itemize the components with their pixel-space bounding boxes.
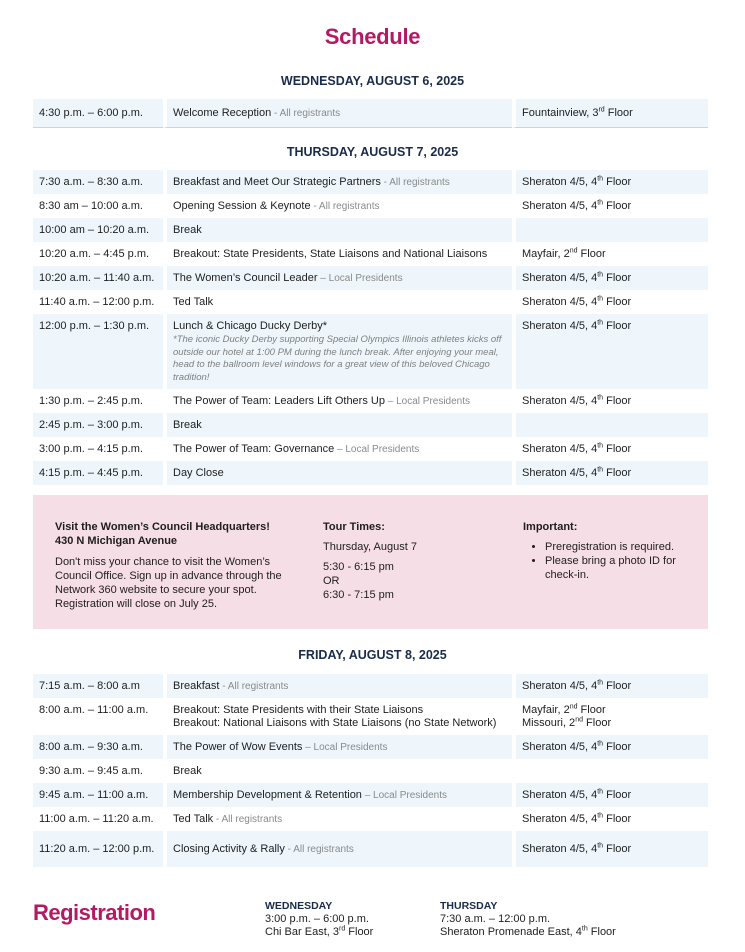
row-event: The Power of Team: Governance – Local Presidents bbox=[163, 437, 512, 461]
table-row bbox=[33, 674, 708, 698]
registration-wednesday bbox=[265, 900, 373, 939]
schedule-table-thursday bbox=[33, 170, 708, 485]
row-event: The Power of Wow Events – Local Presidents bbox=[163, 735, 512, 759]
table-row bbox=[33, 242, 708, 266]
row-time: 4:30 p.m. – 6:00 p.m. bbox=[33, 99, 163, 128]
row-time: 8:00 a.m. – 11:00 a.m. bbox=[39, 704, 149, 716]
table-row bbox=[33, 437, 708, 461]
row-location: Sheraton 4/5, 4th Floor bbox=[512, 674, 708, 698]
registration-wed-time: 3:00 p.m. – 6:00 p.m. bbox=[265, 913, 369, 925]
row-location: Sheraton 4/5, 4th Floor bbox=[512, 266, 708, 290]
row-location: Sheraton 4/5, 4th Floor bbox=[512, 194, 708, 218]
row-event: Ted Talk bbox=[163, 290, 512, 314]
row-location: Sheraton 4/5, 4th Floor bbox=[512, 389, 708, 413]
audience-label: - All registrants bbox=[219, 681, 289, 692]
table-row bbox=[33, 314, 708, 389]
table-row bbox=[33, 461, 708, 485]
row-time: 10:00 am – 10:20 a.m. bbox=[33, 218, 163, 242]
table-row bbox=[33, 389, 708, 413]
list-item: • Please bring a photo ID for check-in. bbox=[545, 554, 693, 582]
row-event: Closing Activity & Rally - All registrants bbox=[163, 831, 512, 867]
row-time: 8:30 am – 10:00 a.m. bbox=[39, 200, 143, 212]
row-location: Sheraton 4/5, 4th Floor bbox=[512, 461, 708, 485]
page-title: Schedule bbox=[324, 24, 421, 49]
audience-label: - All registrants bbox=[213, 814, 283, 825]
audience-label: - All registrants bbox=[310, 201, 380, 212]
registration-title: Registration bbox=[33, 900, 156, 925]
important-heading: Important: bbox=[523, 521, 578, 533]
day-heading-thursday: THURSDAY, AUGUST 7, 2025 bbox=[286, 145, 459, 159]
tour-times bbox=[323, 520, 483, 602]
audience-label: - All registrants bbox=[380, 177, 450, 188]
tour-slot-2: 6:30 - 7:15 pm bbox=[323, 589, 394, 601]
row-event: Lunch & Chicago Ducky Derby* *The iconic Ducky Derby supporting Special Olympics Illinois athletes kicks off outside our hotel at 1:00 PM during the lunch break. After enjoying your meal, head to the ballroom level windows for a great view of this beloved Chicago tradition! bbox=[163, 314, 512, 389]
row-event: Breakout: State Presidents with their State Liaisons Breakout: National Liaisons with State Liaisons (no State Network) bbox=[163, 698, 512, 735]
audience-label: – Local Presidents bbox=[384, 396, 471, 407]
row-time: 10:20 a.m. – 11:40 a.m. bbox=[33, 266, 163, 290]
important-notes bbox=[523, 520, 693, 582]
table-row bbox=[33, 759, 708, 783]
row-time: 9:45 a.m. – 11:00 a.m. bbox=[33, 783, 163, 807]
audience-label: – Local Presidents bbox=[334, 444, 420, 455]
visit-heading: Visit the Women’s Council Headquarters! bbox=[55, 521, 270, 533]
table-row bbox=[33, 266, 708, 290]
schedule-table-friday bbox=[33, 674, 708, 867]
registration-thu-location: Sheraton Promenade East, 4th Floor bbox=[440, 925, 616, 938]
registration-wed-heading: WEDNESDAY bbox=[265, 900, 333, 912]
table-row bbox=[33, 807, 708, 831]
row-time: 9:30 a.m. – 9:45 a.m. bbox=[39, 765, 143, 777]
tour-or: OR bbox=[323, 575, 340, 587]
audience-label: – Local Presidents bbox=[317, 273, 403, 284]
table-row bbox=[33, 413, 708, 437]
table-row bbox=[33, 735, 708, 759]
row-event: Day Close bbox=[163, 461, 512, 485]
row-time: 4:15 p.m. – 4:45 p.m. bbox=[33, 461, 163, 485]
tour-heading: Tour Times: bbox=[323, 521, 385, 533]
table-row bbox=[33, 170, 708, 194]
row-time: 11:00 a.m. – 11:20 a.m. bbox=[39, 813, 154, 825]
registration-wed-location: Chi Bar East, 3rd Floor bbox=[265, 925, 374, 938]
row-time: 1:30 p.m. – 2:45 p.m. bbox=[39, 395, 143, 407]
table-row bbox=[33, 698, 708, 735]
row-location: Mayfair, 2nd Floor bbox=[512, 242, 708, 266]
row-time: 7:30 a.m. – 8:30 a.m. bbox=[33, 170, 163, 194]
row-location bbox=[512, 218, 708, 242]
row-time: 3:00 p.m. – 4:15 p.m. bbox=[39, 443, 143, 455]
visit-body: Don't miss your chance to visit the Women’s Council Office. Sign up in advance through the Network 360 website to secure your spot. Registration will close on July 25. bbox=[55, 556, 282, 610]
row-event: Membership Development & Retention – Local Presidents bbox=[163, 783, 512, 807]
audience-label: – Local Presidents bbox=[361, 790, 447, 801]
row-location: Fountainview, 3rd Floor bbox=[512, 99, 708, 128]
row-time: 12:00 p.m. – 1:30 p.m. bbox=[33, 314, 163, 389]
table-row bbox=[33, 783, 708, 807]
row-event: Break bbox=[163, 218, 512, 242]
row-location: Sheraton 4/5, 4th Floor bbox=[512, 290, 708, 314]
row-event: Ted Talk - All registrants bbox=[163, 807, 512, 831]
table-row bbox=[33, 218, 708, 242]
row-location: Sheraton 4/5, 4th Floor bbox=[512, 735, 708, 759]
tour-slot-1: 5:30 - 6:15 pm bbox=[323, 561, 394, 573]
day-heading-wednesday: WEDNESDAY, AUGUST 6, 2025 bbox=[280, 74, 465, 88]
row-time: 2:45 p.m. – 3:00 p.m. bbox=[33, 413, 163, 437]
tour-date: Thursday, August 7 bbox=[323, 541, 417, 553]
row-time: 7:15 a.m. – 8:00 a.m bbox=[33, 674, 163, 698]
audience-label: - All registrants bbox=[284, 844, 354, 855]
row-event: Breakfast - All registrants bbox=[163, 674, 512, 698]
row-event: Welcome Reception - All registrants bbox=[163, 99, 512, 128]
row-location: Sheraton 4/5, 4th Floor bbox=[512, 170, 708, 194]
registration-thu-heading: THURSDAY bbox=[440, 900, 498, 912]
headquarters-visit-panel bbox=[33, 495, 708, 629]
registration-thu-time: 7:30 a.m. – 12:00 p.m. bbox=[440, 913, 551, 925]
row-location: Sheraton 4/5, 4th Floor bbox=[512, 831, 708, 867]
table-row bbox=[33, 194, 708, 218]
audience-label: - All registrants bbox=[271, 108, 341, 119]
table-row bbox=[33, 831, 708, 867]
row-event: The Power of Team: Leaders Lift Others Up – Local Presidents bbox=[163, 389, 512, 413]
row-location bbox=[512, 759, 708, 783]
row-location: Sheraton 4/5, 4th Floor bbox=[512, 437, 708, 461]
row-event: Opening Session & Keynote - All registrants bbox=[163, 194, 512, 218]
day-heading-friday: FRIDAY, AUGUST 8, 2025 bbox=[298, 648, 447, 662]
visit-address: 430 N Michigan Avenue bbox=[55, 535, 178, 547]
row-time: 10:20 a.m. – 4:45 p.m. bbox=[39, 248, 150, 260]
row-time: 8:00 a.m. – 9:30 a.m. bbox=[33, 735, 163, 759]
row-event: Breakfast and Meet Our Strategic Partners - All registrants bbox=[163, 170, 512, 194]
row-location: Sheraton 4/5, 4th Floor bbox=[512, 807, 708, 831]
row-time: 11:40 a.m. – 12:00 p.m. bbox=[39, 296, 155, 308]
row-event: Breakout: State Presidents, State Liaisons and National Liaisons bbox=[163, 242, 512, 266]
schedule-table-wednesday bbox=[33, 99, 708, 128]
table-row bbox=[33, 99, 708, 128]
registration-thursday bbox=[440, 900, 616, 939]
row-location: Mayfair, 2nd Floor Missouri, 2nd Floor bbox=[512, 698, 708, 735]
row-location bbox=[512, 413, 708, 437]
audience-label: – Local Presidents bbox=[302, 742, 388, 753]
row-event: The Women’s Council Leader – Local Presidents bbox=[163, 266, 512, 290]
visit-info bbox=[55, 520, 295, 611]
row-time: 11:20 a.m. – 12:00 p.m. bbox=[33, 831, 163, 867]
list-item: • Preregistration is required. bbox=[545, 540, 693, 554]
row-location: Sheraton 4/5, 4th Floor bbox=[512, 314, 708, 389]
row-event: Break bbox=[163, 413, 512, 437]
row-location: Sheraton 4/5, 4th Floor bbox=[512, 783, 708, 807]
row-event: Break bbox=[163, 759, 512, 783]
table-row bbox=[33, 290, 708, 314]
important-list bbox=[523, 540, 693, 582]
ducky-derby-note: *The iconic Ducky Derby supporting Special Olympics Illinois athletes kicks off outside our hotel at 1:00 PM during the lunch break. After enjoying your meal, head to the ballroom level windows for a great view of this beloved Chicago tradition! bbox=[173, 334, 502, 383]
